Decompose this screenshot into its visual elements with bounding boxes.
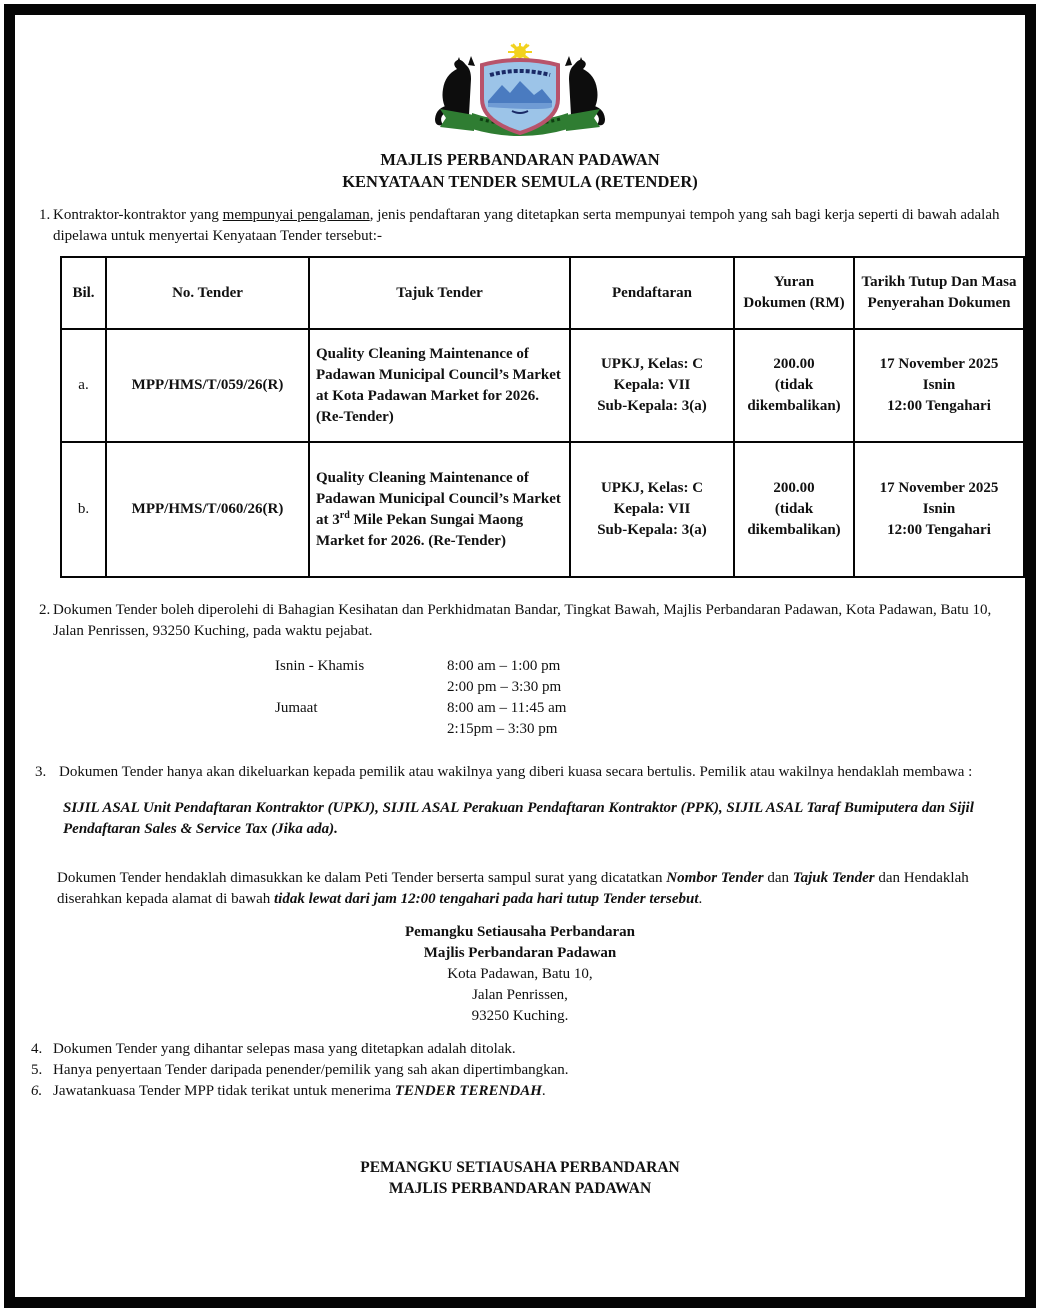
- row-b-tarikh: [854, 442, 1024, 577]
- item-6-post: .: [541, 1083, 546, 1099]
- signature-line-2: MAJLIS PERBANDARAN PADAWAN: [388, 1180, 652, 1197]
- table-row-b: [61, 442, 1024, 577]
- paragraph-1: [29, 205, 1011, 247]
- item-6-number: 6.: [31, 1083, 43, 1099]
- address-line-3: Kota Padawan, Batu 10,: [447, 966, 593, 982]
- office-hours: [275, 656, 1011, 740]
- peti-bold-tajuk-tender: Tajuk Tender: [792, 870, 875, 886]
- address-line-2: Majlis Perbandaran Padawan: [423, 945, 617, 961]
- row-b-pendaftaran-line1: UPKJ, Kelas: C: [600, 480, 704, 496]
- page-border-frame: [4, 4, 1036, 1308]
- row-b-pendaftaran: [570, 442, 734, 577]
- row-b-pendaftaran-line3: Sub-Kepala: 3(a): [597, 522, 707, 538]
- hours-time-1: 8:00 am – 1:00 pm: [447, 658, 561, 674]
- hours-time-2: 2:00 pm – 3:30 pm: [447, 679, 562, 695]
- council-crest-icon: [422, 43, 618, 139]
- document-title: [29, 149, 1011, 193]
- peti-bold-deadline: tidak lewat dari jam 12:00 tengahari pada hari tutup Tender tersebut: [274, 891, 699, 907]
- hours-row-4: [275, 719, 1011, 740]
- row-b-tajuk-post: Mile Pekan Sungai Maong Market for 2026. (Re-Tender): [316, 511, 524, 549]
- row-b-no-tender: MPP/HMS/T/060/26(R): [106, 442, 309, 577]
- peti-text-2: dan: [763, 870, 793, 886]
- row-a-tarikh-line3: 12:00 Tengahari: [887, 398, 991, 414]
- paragraph-2: [29, 600, 1011, 642]
- header-no-tender: No. Tender: [106, 257, 309, 329]
- row-b-yuran-line1: 200.00: [773, 480, 815, 496]
- item-4-number: 4.: [31, 1041, 43, 1057]
- address-line-4: Jalan Penrissen,: [472, 987, 568, 1003]
- hours-day-2: [275, 677, 447, 698]
- row-a-bil: a.: [61, 329, 106, 442]
- title-line-1: MAJLIS PERBANDARAN PADAWAN: [380, 150, 660, 169]
- item-4-text: Dokumen Tender yang dihantar selepas masa yang ditetapkan adalah ditolak.: [53, 1041, 516, 1057]
- row-a-yuran-line1: 200.00: [773, 356, 815, 372]
- header-tarikh-tutup: Tarikh Tutup Dan Masa Penyerahan Dokumen: [854, 257, 1024, 329]
- hours-day-1: Isnin - Khamis: [275, 658, 365, 674]
- row-b-yuran-line2: (tidak: [774, 501, 814, 517]
- item-6-tender-terendah: TENDER TERENDAH: [394, 1083, 542, 1099]
- signature-block: [29, 1157, 1011, 1199]
- paragraph-2-text: Dokumen Tender boleh diperolehi di Bahagian Kesihatan dan Perkhidmatan Bandar, Tingkat Bawah, Majlis Perbandaran Padawan, Kota Padawan, Batu 10, Jalan Penrissen, 93250 Kuching, pada waktu pejabat.: [53, 602, 992, 639]
- item-6-text: [53, 1081, 1011, 1102]
- row-b-yuran: [734, 442, 854, 577]
- row-a-yuran: [734, 329, 854, 442]
- peti-text-3: dan Hendaklah diserahkan kepada alamat di bawah: [57, 870, 969, 907]
- hours-row-1: [275, 656, 1011, 677]
- row-b-tarikh-line3: 12:00 Tengahari: [887, 522, 991, 538]
- document-body: [15, 15, 1025, 1297]
- table-row-a: [61, 329, 1024, 442]
- row-a-pendaftaran-line1: UPKJ, Kelas: C: [600, 356, 704, 372]
- council-crest-logo: [29, 43, 1011, 139]
- row-a-pendaftaran-line2: Kepala: VII: [613, 377, 691, 393]
- item-4: [29, 1039, 1011, 1060]
- row-b-tajuk: [309, 442, 570, 577]
- row-a-tarikh-line1: 17 November 2025: [879, 356, 999, 372]
- shield: [482, 60, 558, 133]
- row-a-tarikh: [854, 329, 1024, 442]
- row-b-tarikh-line2: Isnin: [922, 501, 956, 517]
- signature-line-1: PEMANGKU SETIAUSAHA PERBANDARAN: [360, 1159, 680, 1176]
- address-block: [29, 922, 1011, 1027]
- row-b-yuran-line3: dikembalikan): [747, 522, 841, 538]
- header-tajuk-tender: Tajuk Tender: [309, 257, 570, 329]
- address-line-5: 93250 Kuching.: [471, 1008, 569, 1024]
- row-a-yuran-line2: (tidak: [774, 377, 814, 393]
- peti-bold-nombor-tender: Nombor Tender: [666, 870, 764, 886]
- hours-row-3: [275, 698, 1011, 719]
- hours-time-4: 2:15pm – 3:30 pm: [447, 721, 558, 737]
- row-a-pendaftaran: [570, 329, 734, 442]
- header-bil: Bil.: [61, 257, 106, 329]
- hours-day-4: [275, 719, 447, 740]
- tender-table-header-row: [61, 257, 1024, 329]
- paragraph-1-pre: Kontraktor-kontraktor yang: [53, 207, 223, 223]
- item-5: [29, 1060, 1011, 1081]
- item-5-text: Hanya penyertaan Tender daripada penender/pemilik yang sah akan dipertimbangkan.: [53, 1062, 569, 1078]
- row-a-yuran-line3: dikembalikan): [747, 398, 841, 414]
- item-6: [29, 1081, 1011, 1102]
- row-b-tajuk-pre: Quality Cleaning Maintenance of Padawan Municipal Council’s Market at 3: [316, 469, 561, 528]
- paragraph-1-number: 1.: [39, 207, 51, 223]
- paragraph-3-number: 3.: [35, 764, 47, 780]
- row-b-pendaftaran-line2: Kepala: VII: [613, 501, 691, 517]
- paragraph-2-number: 2.: [39, 602, 51, 618]
- tender-table: [60, 256, 1025, 578]
- address-line-1: Pemangku Setiausaha Perbandaran: [404, 924, 636, 940]
- paragraph-1-underlined: mempunyai pengalaman: [222, 207, 370, 223]
- row-b-tajuk-sup: rd: [339, 509, 350, 521]
- paragraph-3: [29, 762, 1011, 783]
- header-pendaftaran: Pendaftaran: [570, 257, 734, 329]
- item-5-number: 5.: [31, 1062, 43, 1078]
- paragraph-1-post: , jenis pendaftaran yang ditetapkan serta mempunyai tempoh yang sah bagi kerja seperti di bawah adalah dipelawa untuk menyertai Kenyataan Tender tersebut:-: [53, 207, 1000, 244]
- paragraph-1-text: [53, 205, 1011, 247]
- peti-text-4: .: [698, 891, 703, 907]
- hours-time-3: 8:00 am – 11:45 am: [447, 700, 567, 716]
- row-a-tajuk: [309, 329, 570, 442]
- header-yuran-dokumen: Yuran Dokumen (RM): [734, 257, 854, 329]
- row-b-bil: b.: [61, 442, 106, 577]
- sijil-requirements-paragraph: SIJIL ASAL Unit Pendaftaran Kontraktor (UPKJ), SIJIL ASAL Perakuan Pendaftaran Kontraktor (PPK), SIJIL ASAL Taraf Bumiputera dan Sijil Pendaftaran Sales & Service Tax (Jika ada).: [63, 800, 974, 837]
- row-a-tarikh-line2: Isnin: [922, 377, 956, 393]
- row-a-no-tender: MPP/HMS/T/059/26(R): [106, 329, 309, 442]
- row-a-pendaftaran-line3: Sub-Kepala: 3(a): [597, 398, 707, 414]
- paragraph-3-text: Dokumen Tender hanya akan dikeluarkan kepada pemilik atau wakilnya yang diberi kuasa secara bertulis. Pemilik atau wakilnya hendaklah membawa :: [59, 764, 973, 780]
- peti-tender-paragraph: [57, 868, 995, 910]
- hours-row-2: [275, 677, 1011, 698]
- item-6-pre: Jawatankuasa Tender MPP tidak terikat untuk menerima: [53, 1083, 395, 1099]
- row-a-tajuk-pre: Quality Cleaning Maintenance of Padawan Municipal Council’s Market at Kota Padawan Market for 2026. (Re-Tender): [316, 345, 561, 425]
- hours-day-3: Jumaat: [275, 700, 318, 716]
- title-line-2: KENYATAAN TENDER SEMULA (RETENDER): [342, 172, 698, 191]
- peti-text-1: Dokumen Tender hendaklah dimasukkan ke dalam Peti Tender berserta sampul surat yang dicatatkan: [57, 870, 667, 886]
- row-b-tarikh-line1: 17 November 2025: [879, 480, 999, 496]
